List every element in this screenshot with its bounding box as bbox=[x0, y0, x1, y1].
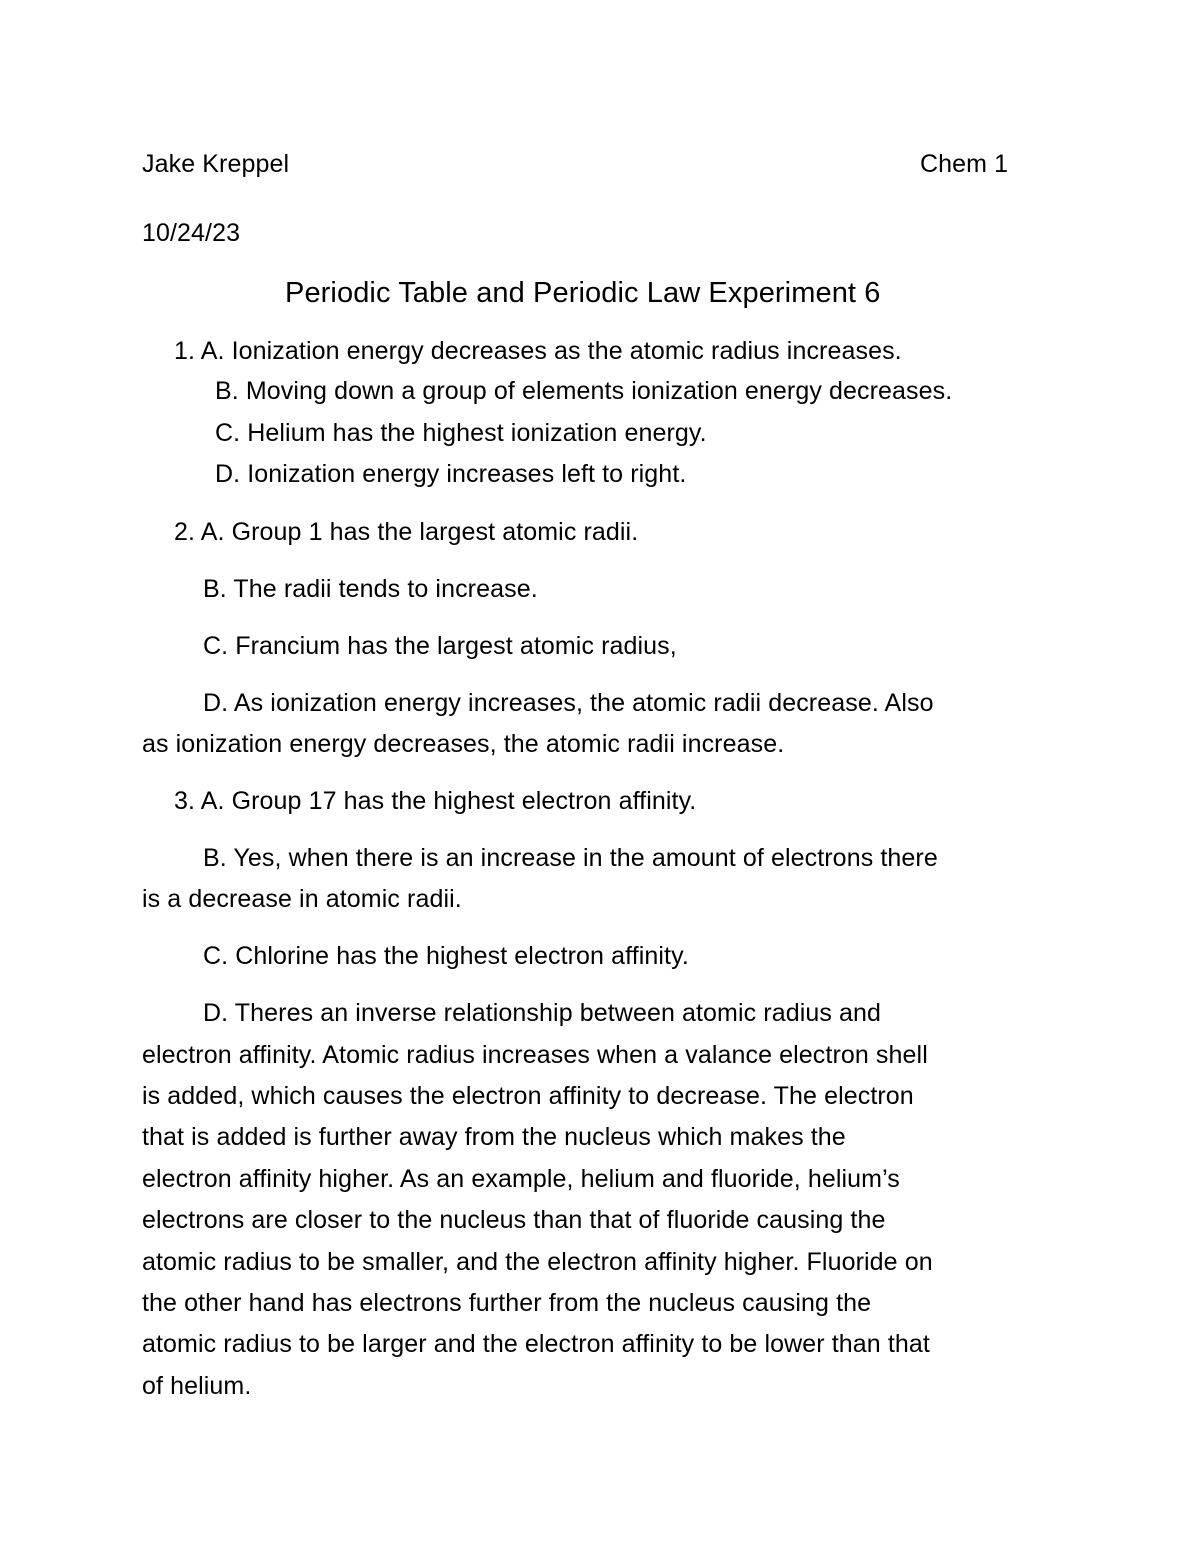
answer-3d-line: electrons are closer to the nucleus than that of fluoride causing the bbox=[142, 1206, 886, 1234]
answer-3d-line: is added, which causes the electron affinity to decrease. The electron bbox=[142, 1082, 914, 1110]
document-date: 10/24/23 bbox=[142, 219, 241, 247]
answer-1a: 1. A. Ionization energy decreases as the atomic radius increases. bbox=[174, 337, 902, 365]
answer-3b-line1: B. Yes, when there is an increase in the amount of electrons there bbox=[203, 844, 938, 872]
answer-2d-line1: D. As ionization energy increases, the atomic radii decrease. Also bbox=[203, 689, 934, 717]
answer-3d-line: of helium. bbox=[142, 1372, 252, 1400]
answer-2a: 2. A. Group 1 has the largest atomic radii. bbox=[174, 518, 639, 546]
answer-1b: B. Moving down a group of elements ionization energy decreases. bbox=[215, 377, 953, 405]
course-name: Chem 1 bbox=[920, 150, 1009, 178]
answer-3d-line: that is added is further away from the nucleus which makes the bbox=[142, 1123, 846, 1151]
answer-2c: C. Francium has the largest atomic radius, bbox=[203, 632, 677, 660]
document-title: Periodic Table and Periodic Law Experiment 6 bbox=[285, 277, 881, 309]
answer-3a: 3. A. Group 17 has the highest electron affinity. bbox=[174, 787, 697, 815]
answer-3b-line2: is a decrease in atomic radii. bbox=[142, 885, 462, 913]
answer-3d-line: D. Theres an inverse relationship between atomic radius and bbox=[203, 999, 882, 1027]
answer-2b: B. The radii tends to increase. bbox=[203, 575, 538, 603]
answer-3d-line: electron affinity higher. As an example, helium and fluoride, helium’s bbox=[142, 1165, 900, 1193]
answer-1c: C. Helium has the highest ionization energy. bbox=[215, 419, 707, 447]
answer-3d-line: the other hand has electrons further from the nucleus causing the bbox=[142, 1289, 872, 1317]
answer-2d-line2: as ionization energy decreases, the atomic radii increase. bbox=[142, 730, 785, 758]
answer-3d-line: electron affinity. Atomic radius increases when a valance electron shell bbox=[142, 1041, 928, 1069]
answer-1d: D. Ionization energy increases left to right. bbox=[215, 460, 687, 488]
answer-3d-line: atomic radius to be larger and the electron affinity to be lower than that bbox=[142, 1330, 930, 1358]
answer-3c: C. Chlorine has the highest electron affinity. bbox=[203, 942, 689, 970]
answer-3d-line: atomic radius to be smaller, and the electron affinity higher. Fluoride on bbox=[142, 1248, 933, 1276]
author-name: Jake Kreppel bbox=[142, 150, 290, 178]
